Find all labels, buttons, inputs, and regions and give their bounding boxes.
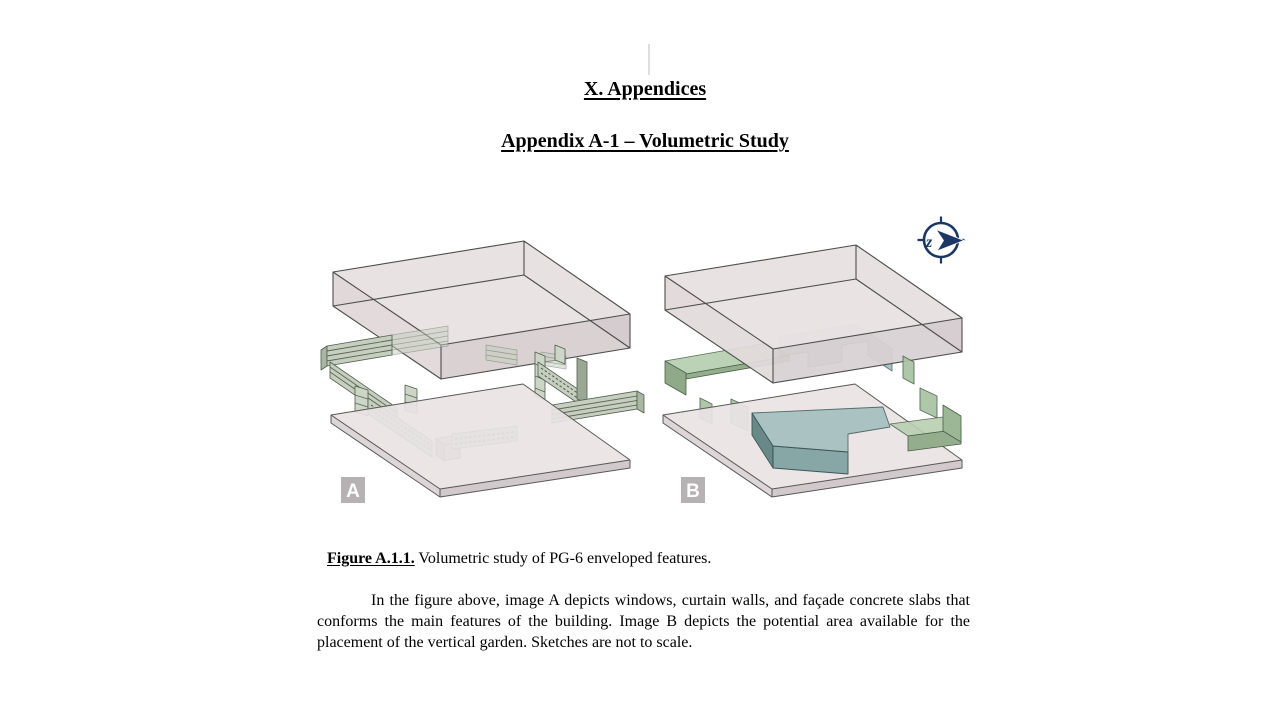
sketch-a-label-badge [341,477,365,503]
sketch-b-label: B [686,481,700,502]
sketch-b-label-badge [681,477,705,503]
north-arrow-letter: z [926,234,933,251]
appendix-title-text: Appendix A-1 – Volumetric Study [501,130,789,152]
north-arrow-icon [918,217,965,264]
section-title [317,78,973,101]
sketch-a-label: A [346,481,360,502]
volumetric-figure [300,195,980,525]
appendix-title [317,130,973,153]
section-title-text: X. Appendices [583,78,707,100]
body-paragraph: In the figure above, image A depicts windows, curtain walls, and façade concrete slabs that conforms the main features of the building. Image B depicts the potential area available for the placement of the vertical garden. Sketches are not to scale. [317,592,970,651]
sketch-b [663,245,962,503]
sketch-a [321,241,644,503]
sketch-a-roof-volume [333,241,630,379]
figure-caption-text: Volumetric study of PG-6 enveloped features. [418,550,712,567]
figure-caption-label: Figure A.1.1. [327,550,415,567]
figure-caption [327,550,972,568]
cursor-artifact [648,44,650,75]
